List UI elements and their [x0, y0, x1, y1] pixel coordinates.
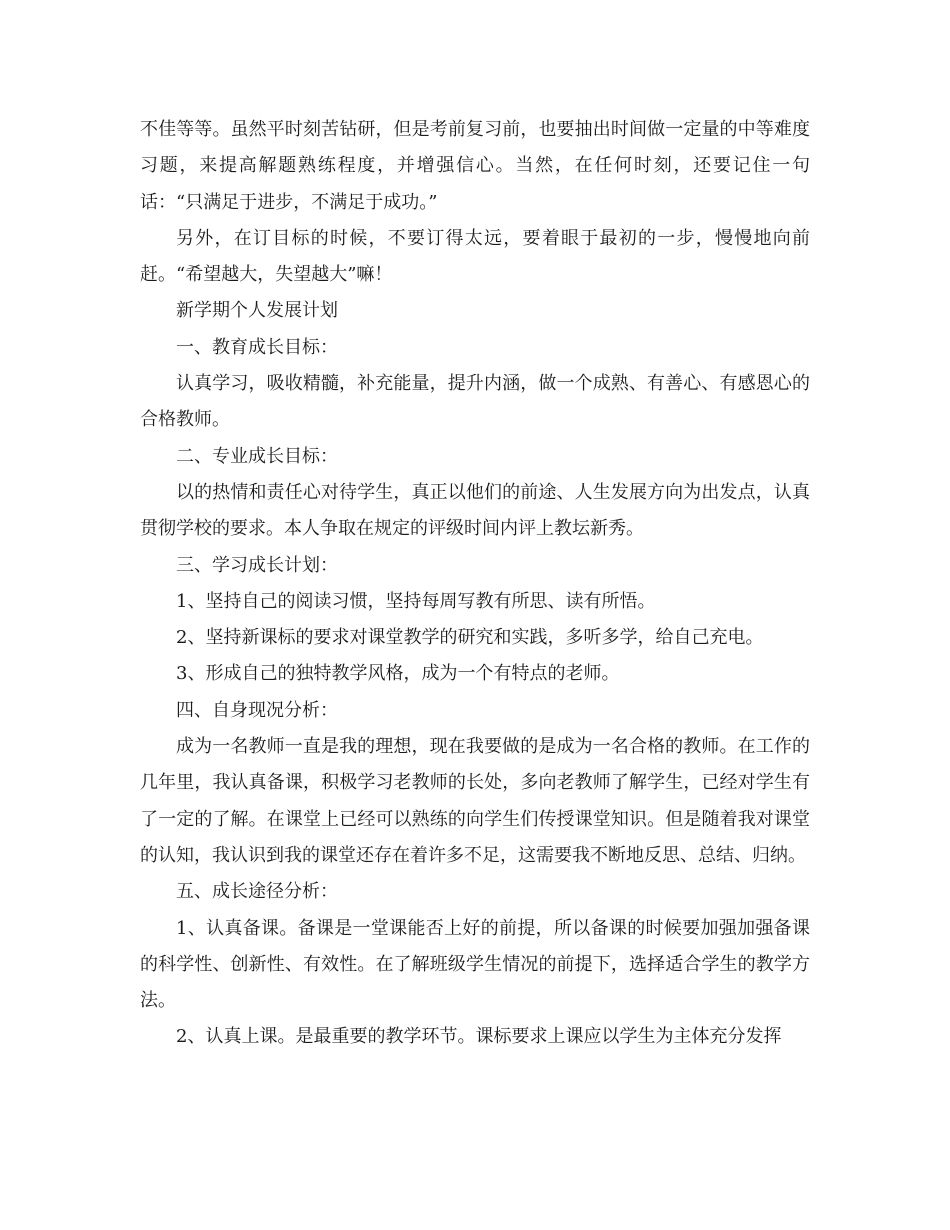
heading-growth-path: 五、成长途径分析：	[176, 881, 338, 903]
heading-learning-plan: 三、学习成长计划：	[176, 554, 338, 576]
document-body	[140, 112, 810, 1056]
paragraph-education-goal: 认真学习，吸收精髓，补充能量，提升内涵，做一个成熟、有善心、有感恩心的合格教师。	[140, 373, 810, 431]
paragraph-1: 不佳等等。虽然平时刻苦钻研，但是考前复习前，也要抽出时间做一定量的中等难度习题，来提高解题熟练程度，并增强信心。当然，在任何时刻，还要记住一句话：“只满足于进步，不满足于成功。”	[140, 119, 810, 213]
paragraph-2: 另外，在订目标的时候，不要订得太远，要着眼于最初的一步，慢慢地向前赶。“希望越大，失望越大”嘛！	[140, 227, 810, 286]
list-item-growth-2: 2、认真上课。是最重要的教学环节。课标要求上课应以学生为主体充分发挥	[176, 1026, 782, 1048]
list-item-learning-2: 2、坚持新课标的要求对课堂教学的研究和实践，多听多学，给自己充电。	[176, 627, 764, 649]
heading-self-analysis: 四、自身现况分析：	[176, 699, 338, 721]
paragraph-self-analysis: 成为一名教师一直是我的理想，现在我要做的是成为一名合格的教师。在工作的几年里，我认真备课，积极学习老教师的长处，多向老教师了解学生，已经对学生有了一定的了解。在课堂上已经可以熟练的向学生们传授课堂知识。但是随着我对课堂的认知，我认识到我的课堂还存在着许多不足，这需要我不断地反思、总结、归纳。	[140, 736, 810, 866]
section-title: 新学期个人发展计划	[176, 300, 338, 322]
list-item-growth-1: 1、认真备课。备课是一堂课能否上好的前提，所以备课的时候要加强加强备课的科学性、创新性、有效性。在了解班级学生情况的前提下，选择适合学生的教学方法。	[140, 917, 810, 1012]
heading-education-goal: 一、教育成长目标：	[176, 336, 338, 358]
heading-professional-goal: 二、专业成长目标：	[176, 445, 338, 467]
list-item-learning-1: 1、坚持自己的阅读习惯，坚持每周写教有所思、读有所悟。	[176, 590, 656, 612]
paragraph-professional-goal: 以的热情和责任心对待学生，真正以他们的前途、人生发展方向为出发点，认真贯彻学校的要求。本人争取在规定的评级时间内评上教坛新秀。	[140, 481, 810, 540]
list-item-learning-3: 3、形成自己的独特教学风格，成为一个有特点的老师。	[176, 663, 620, 685]
